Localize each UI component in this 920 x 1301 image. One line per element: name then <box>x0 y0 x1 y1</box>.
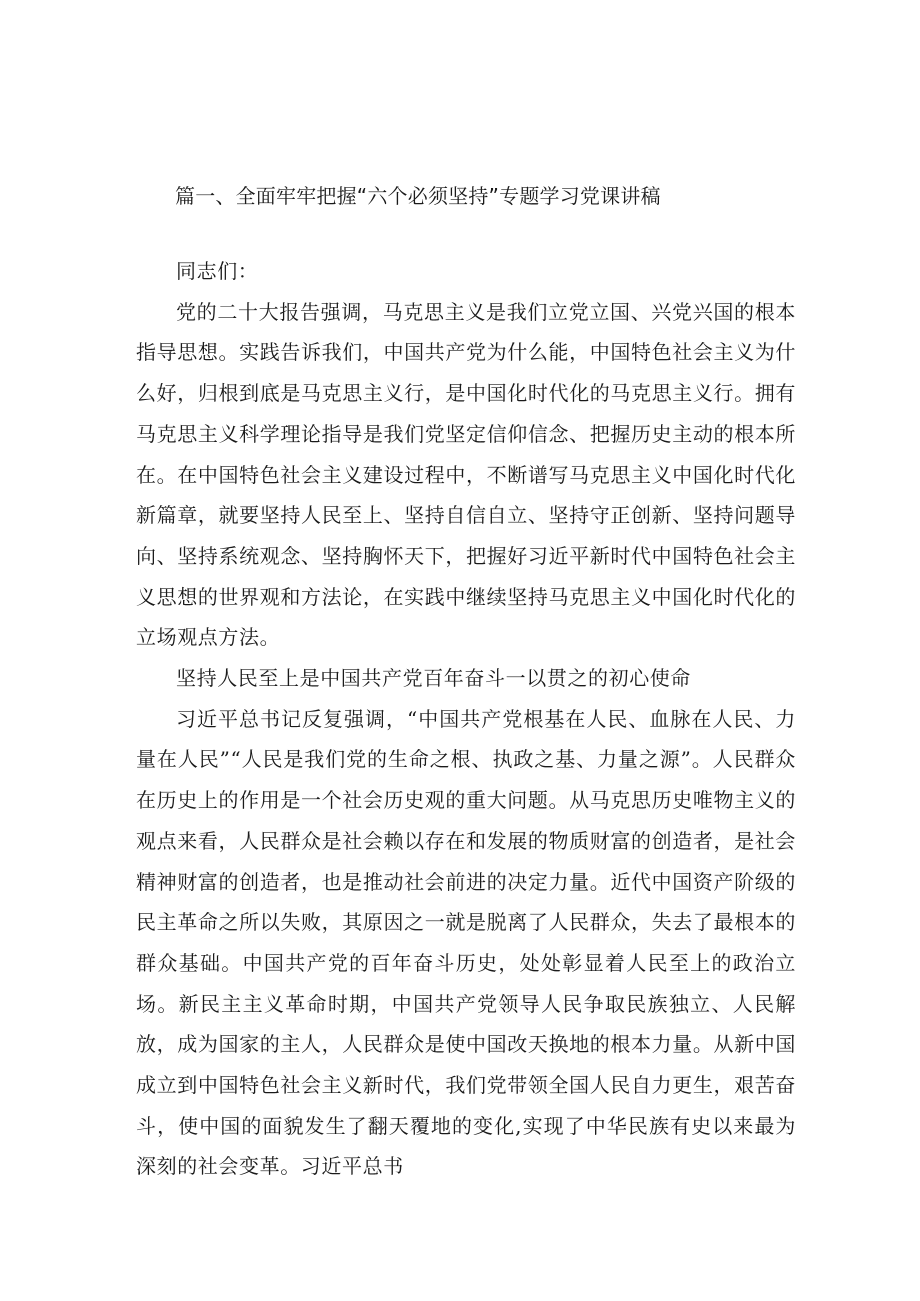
paragraph-people-first: 习近平总书记反复强调，“中国共产党根基在人民、血脉在人民、力量在人民”“人民是我们党的生命之根、执政之基、力量之源”。人民群众在历史上的作用是一个社会历史观的重大问题。从马克思历史唯物主义的观点来看，人民群众是社会赖以存在和发展的物质财富的创造者，是社会精神财富的创造者，也是推动社会前进的决定力量。近代中国资产阶级的民主革命之所以失败，其原因之一就是脱离了人民群众，失去了最根本的群众基础。中国共产党的百年奋斗历史，处处彰显着人民至上的政治立场。新民主主义革命时期，中国共产党领导人民争取民族独立、人民解放，成为国家的主人，人民群众是使中国改天换地的根本力量。从新中国成立到中国特色社会主义新时代，我们党带领全国人民自力更生，艰苦奋斗，使中国的面貌发生了翻天覆地的变化,实现了中华民族有史以来最为深刻的社会变革。习近平总书 <box>136 706 796 1179</box>
document-body <box>136 251 796 1187</box>
paragraph-intro: 党的二十大报告强调，马克思主义是我们立党立国、兴党兴国的根本指导思想。实践告诉我们，中国共产党为什么能，中国特色社会主义为什么好，归根到底是马克思主义行，是中国化时代化的马克思主义行。拥有马克思主义科学理论指导是我们党坚定信仰信念、把握历史主动的根本所在。在中国特色社会主义建设过程中，不断谱写马克思主义中国化时代化新篇章，就要坚持人民至上、坚持自信自立、坚持守正创新、坚持问题导向、坚持系统观念、坚持胸怀天下，把握好习近平新时代中国特色社会主义思想的世界观和方法论，在实践中继续坚持马克思主义中国化时代化的立场观点方法。 <box>136 299 796 650</box>
salutation: 同志们： <box>176 259 259 283</box>
section-heading: 坚持人民至上是中国共产党百年奋斗一以贯之的初心使命 <box>176 666 691 691</box>
document-title: 篇一、全面牢牢把握“六个必须坚持”专题学习党课讲稿 <box>175 184 661 208</box>
